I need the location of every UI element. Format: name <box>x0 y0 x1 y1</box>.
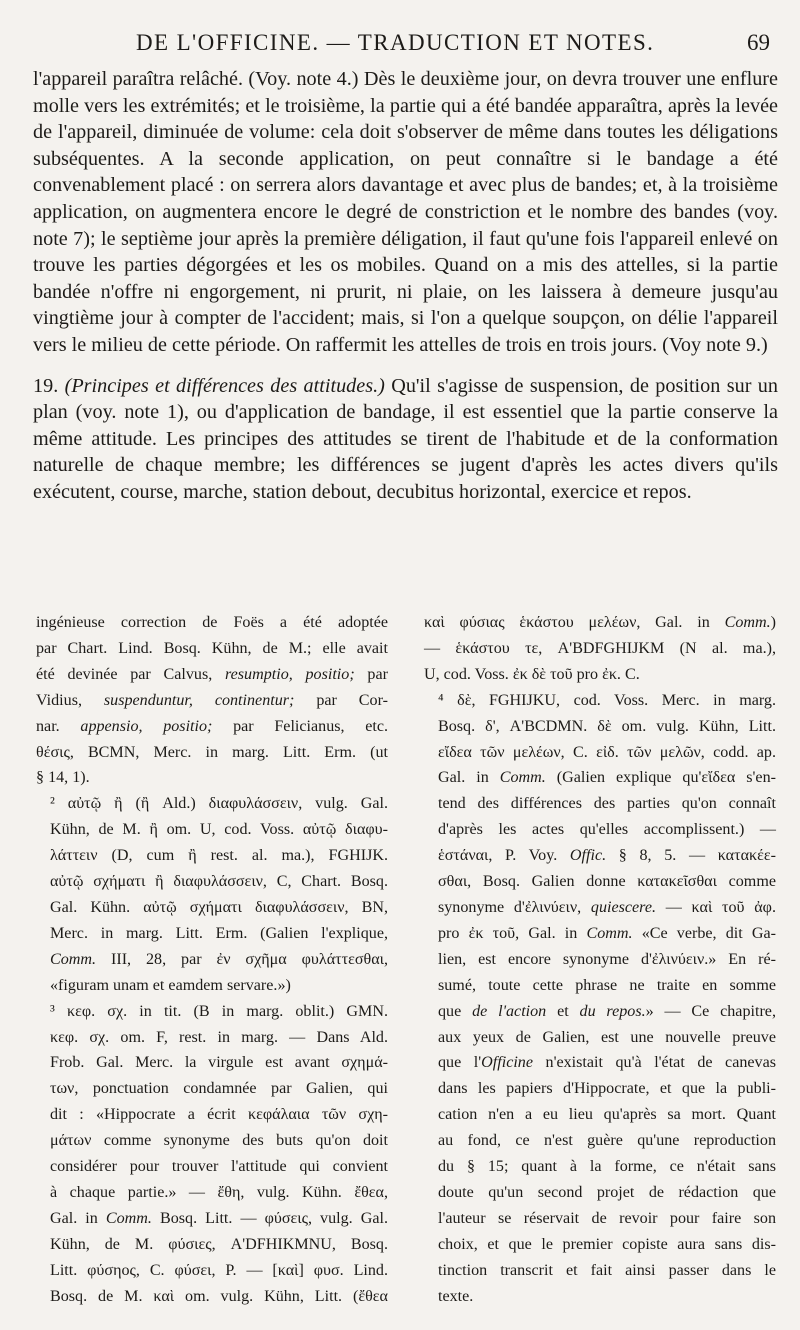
note-line: ³ κεφ. σχ. in tit. (B in marg. oblit.) GMN. <box>50 1002 388 1020</box>
note-line: — ἑκάστου τε, A'BDFGHIJKM (N al. ma.), <box>424 639 776 657</box>
note-line: Comm. III, 28, par ἐν σχῆμα φυλάττεσθαι, <box>50 950 388 968</box>
note-line: texte. <box>438 1287 474 1305</box>
note-line: été devinée par Calvus, resumptio, positio; par <box>36 665 388 683</box>
note-line: Frob. Gal. Merc. la virgule est avant σχημά- <box>50 1054 388 1072</box>
note-line: U, cod. Voss. ἐκ δὲ τοῦ pro ἐκ. C. <box>424 665 640 683</box>
section-body: Qu'il s'agisse de suspension, de position sur un plan (voy. note 1), ou d'application de bandage, il est essentiel que la partie conserve la même attitude. Les principes des attitudes se tirent de l'habitude et de la conformation naturelle de chaque membre; les différences se jugent d'après les actes divers qu'ils exécutent, course, marche, station debout, decubitus horizontal, exercice et repos. <box>33 374 778 503</box>
note-line: κεφ. σχ. om. F, rest. in marg. — Dans Ald. <box>50 1028 388 1046</box>
note-line: Vidius, suspenduntur, continentur; par Cor- <box>36 691 388 709</box>
note-line: Bosq. δ', A'BCDMN. δὲ om. vulg. Kühn, Litt. <box>438 717 776 735</box>
note-line: lien, est encore synonyme d'ἐλινύειν.» En ré- <box>438 950 776 968</box>
footnotes-right-column <box>424 610 776 1309</box>
note-line: tend des différences des parties qu'on connaît <box>438 795 776 813</box>
footnote-4 <box>424 688 776 1310</box>
note-line: que l'Officine n'existait qu'à l'état de canevas <box>438 1054 776 1072</box>
note-line: μάτων comme synonyme des buts qu'on doit <box>50 1132 388 1150</box>
note-line: dans les papiers d'Hippocrate, et que la publi- <box>438 1080 776 1098</box>
footnotes <box>36 610 776 1310</box>
section-19-paragraph <box>33 373 778 506</box>
note-line: l'auteur se réservait de revoir pour faire son <box>438 1209 776 1227</box>
note-line: aux yeux de Galien, est une nouvelle preuve <box>438 1028 776 1046</box>
note-line: Litt. φύσηος, C. φύσει, P. — [καὶ] φυσ. Lind. <box>50 1261 388 1279</box>
paragraph-continued: l'appareil paraîtra relâché. (Voy. note 4.) Dès le deuxième jour, on devra trouver une enflure molle vers les extrémités; et le troisième, la partie qui a été bandée apparaîtra, après la levée de l'appareil, diminuée de volume: cela doit s'observer de même dans toutes les déligations subséquentes. A la seconde application, on peut connaître si le bandage a été convenablement placé : on serrera alors davantage et avec plus de bandes; et, à la troisième application, on augmentera encore le degré de constriction et le nombre des bandes (voy. note 7); le septième jour après la première déligation, il faut qu'une fois l'appareil enlevé on trouve les parties dégorgées et les os mobiles. Quand on a mis des attelles, si la partie bandée n'offre ni engorgement, ni prurit, ni plaie, on les laissera à demeure jusqu'au vingtième jour à compter de l'accident; mais, si l'on a quelque soupçon, on délie l'appareil vers le milieu de cette période. On raffermit les attelles de trois en trois jours. (Voy note 9.) <box>33 68 778 356</box>
note-line: ἑστάναι, P. Voy. Offic. § 8, 5. — κατακέε- <box>438 847 776 865</box>
note-line: αὐτῷ σχήματι ἢ διαφυλάσσειν, C, Chart. Bosq. <box>50 873 388 891</box>
note-line: εἴδεα τῶν μελέων, C. εἰδ. τῶν μελῶν, codd. ap. <box>438 743 776 761</box>
section-title: (Principes et différences des attitudes.) <box>64 374 385 397</box>
footnote-3 <box>36 999 388 1310</box>
footnote-3-continued <box>424 610 776 688</box>
note-line: synonyme d'ἐλινύειν, quiescere. — καὶ τοῦ ἀφ. <box>438 898 776 916</box>
note-line: pro ἐκ τοῦ, Gal. in Comm. «Ce verbe, dit Ga- <box>438 924 776 942</box>
note-line: καὶ φύσιας ἑκάστου μελέων, Gal. in Comm.) <box>424 614 776 631</box>
note-line: Bosq. de M. καὶ om. vulg. Kühn, Litt. (ἔθεα <box>50 1287 388 1305</box>
footnote-continued <box>36 610 388 791</box>
note-line: choix, et que le premier copiste aura sans dis- <box>438 1235 776 1253</box>
note-line: au fond, ce n'est guère qu'une reproduction <box>438 1132 776 1150</box>
note-line: Kühn, de M. φύσιες, A'DFHIKMNU, Bosq. <box>50 1235 388 1253</box>
note-line: nar. appensio, positio; par Felicianus, etc. <box>36 717 388 735</box>
note-line: Gal. in Comm. Bosq. Litt. — φύσεις, vulg. Gal. <box>50 1209 388 1227</box>
page-header <box>0 30 800 64</box>
footnotes-left-column <box>36 610 388 1309</box>
note-line: doute qu'un second projet de rédaction que <box>438 1183 776 1201</box>
note-line: par Chart. Lind. Bosq. Kühn, de M.; elle avait <box>36 639 388 657</box>
note-line: § 14, 1). <box>36 769 90 787</box>
note-line: θέσις, BCMN, Merc. in marg. Litt. Erm. (ut <box>36 743 388 761</box>
note-line: σθαι, Bosq. Galien donne κατακεῖσθαι comme <box>438 873 776 891</box>
note-line: ² αὐτῷ ἢ (ἢ Ald.) διαφυλάσσειν, vulg. Gal. <box>50 795 388 813</box>
note-line: tinction transcrit et fait ainsi passer dans le <box>438 1261 776 1279</box>
note-line: των, ponctuation condamnée par Galien, qui <box>50 1080 388 1098</box>
note-line: sumé, toute cette phrase ne traite en somme <box>438 976 776 994</box>
page-number: 69 <box>747 30 770 55</box>
note-line: que de l'action et du repos.» — Ce chapitre, <box>438 1002 776 1020</box>
note-line: ingénieuse correction de Foës a été adoptée <box>36 614 388 631</box>
note-line: considérer pour trouver l'attitude qui convient <box>50 1158 388 1176</box>
note-line: cation n'en a eu lieu qu'après sa mort. Quant <box>438 1106 776 1124</box>
note-line: du § 15; quant à la forme, ce n'était sans <box>438 1158 776 1176</box>
main-text <box>33 66 778 506</box>
running-head: DE L'OFFICINE. — TRADUCTION ET NOTES. <box>136 30 655 55</box>
note-line: Gal. Kühn. αὐτῷ σχήματι διαφυλάσσειν, BN, <box>50 898 388 916</box>
note-line: d'après les actes qu'elles accomplissent.) — <box>438 821 776 839</box>
note-line: «figuram unam et eamdem servare.») <box>50 976 291 994</box>
section-number: 19. <box>33 374 59 397</box>
footnote-2 <box>36 791 388 998</box>
note-line: à chaque partie.» — ἔθη, vulg. Kühn. ἔθεα, <box>50 1183 388 1201</box>
note-line: Kühn, de M. ἢ om. U, cod. Voss. αὐτῷ διαφυ- <box>50 821 388 839</box>
note-line: dit : «Hippocrate a écrit κεφάλαια τῶν σχη- <box>50 1106 388 1124</box>
note-line: Merc. in marg. Litt. Erm. (Galien l'explique, <box>50 924 388 942</box>
note-line: Gal. in Comm. (Galien explique qu'εἴδεα s'en- <box>438 769 776 787</box>
note-line: λάττειν (D, cum ἢ rest. al. ma.), FGHIJK. <box>50 847 388 865</box>
note-line: ⁴ δὲ, FGHIJKU, cod. Voss. Merc. in marg. <box>438 691 776 709</box>
